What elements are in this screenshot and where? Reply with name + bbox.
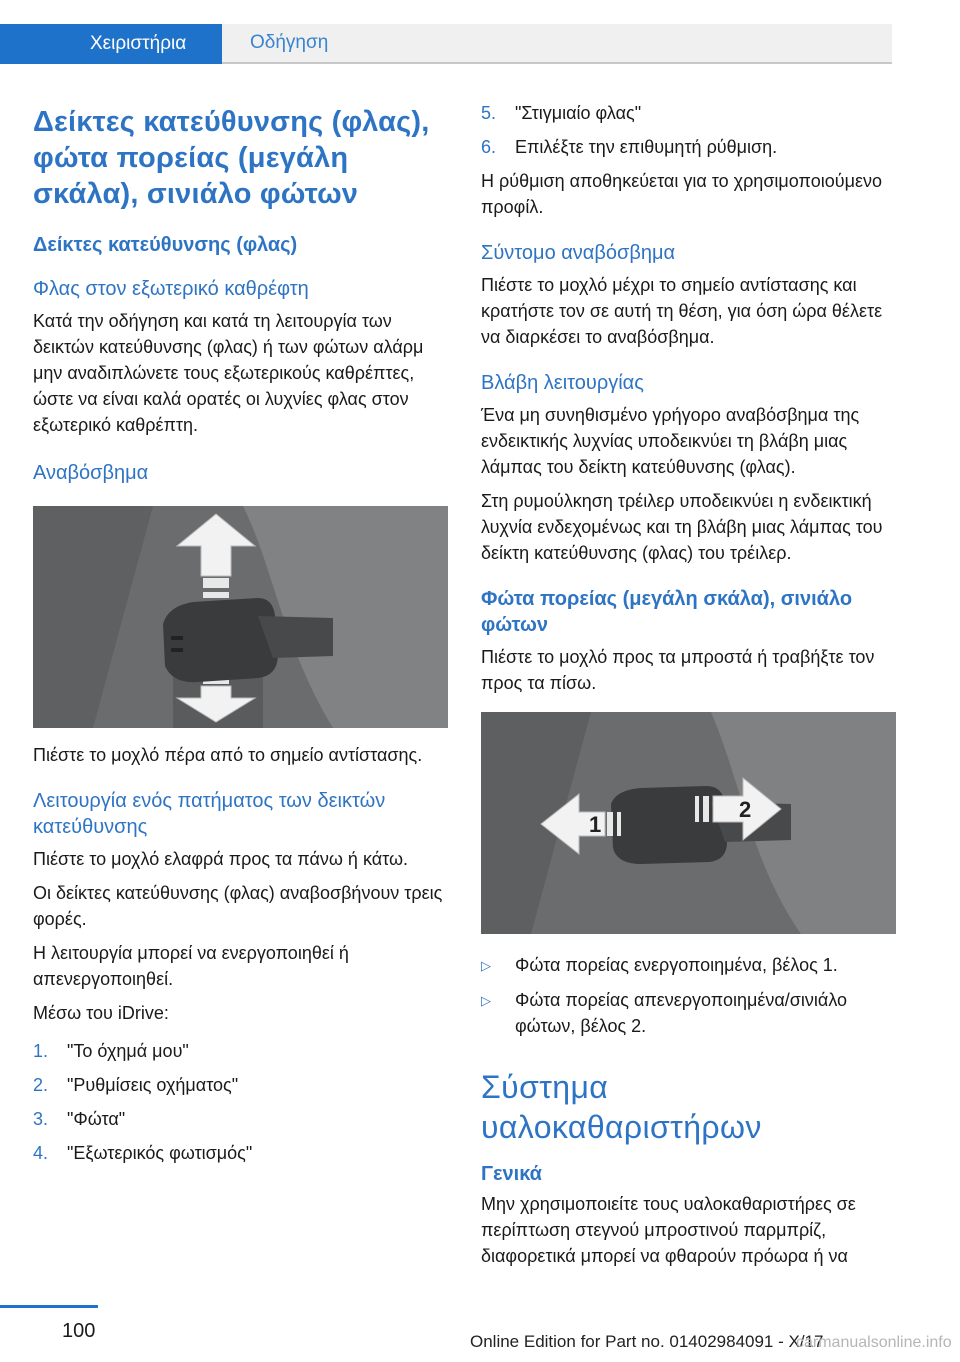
subheading-turn-signals: Δείκτες κατεύθυνσης (φλας) bbox=[33, 234, 298, 256]
triangle-bullet-icon: ▷ bbox=[481, 958, 491, 973]
paragraph-flashing: Πιέστε το μοχλό πέρα από το σημείο αντίστασης. bbox=[33, 745, 423, 765]
tab-driving-label: Οδήγηση bbox=[250, 32, 329, 53]
paragraph-profile: Η ρύθμιση αποθηκεύεται για το χρησιμοποιούμενο προφίλ. bbox=[481, 171, 882, 217]
paragraph-general: Μην χρησιμοποιείτε τους υαλοκαθαριστήρες σε περίπτωση στεγνού μπροστινού παρμπρίζ, διαφορετικά μπορεί να φθαρούν πρόωρα ή να bbox=[481, 1194, 856, 1266]
lever-forward-back-photo bbox=[481, 712, 896, 934]
list-item: 4. "Εξωτερικός φωτισμός" bbox=[33, 1143, 253, 1163]
list-item: 5. "Στιγμιαίο φλας" bbox=[481, 103, 642, 123]
paragraph-idrive: Μέσω του iDrive: bbox=[33, 1003, 169, 1023]
paragraph-malfunction: Ένα μη συνηθισμένο γρήγορο αναβόσβημα της ενδεικτικής λυχνίας υποδεικνύει τη βλάβη μιας λάμπας του δείκτη κατεύθυνσης (φλας). bbox=[481, 405, 860, 477]
paragraph-short-flash: Πιέστε το μοχλό μέχρι το σημείο αντίστασης και κρατήστε τον σε αυτή τη θέση, για όση ώρα θέλετε να διαρκέσει το αναβόσβημα. bbox=[481, 275, 883, 347]
left-column bbox=[33, 104, 448, 1174]
tab-driving[interactable] bbox=[222, 24, 892, 64]
paragraph-mirror: Κατά την οδήγηση και κατά τη λειτουργία των δεικτών κατεύθυνσης (φλας) ή των φώτων αλάρμ μην αναδιπλώνετε τους εξωτερικούς καθρέπτες, ώστε να είναι καλά ορατές οι λυχνίες φλας στον εξωτερικό καθρέπτη. bbox=[33, 311, 424, 435]
paragraph-high-beam: Πιέστε το μοχλό προς τα μπροστά ή τραβήξτε τον προς τα πίσω. bbox=[481, 647, 875, 693]
subheading-general: Γενικά bbox=[481, 1163, 542, 1185]
triangle-bullet-icon: ▷ bbox=[481, 993, 491, 1008]
list-item: 6. Επιλέξτε την επιθυμητή ρύθμιση. bbox=[481, 137, 778, 157]
subheading-malfunction: Βλάβη λειτουργίας bbox=[481, 372, 644, 394]
list-item: 1. "Το όχημά μου" bbox=[33, 1041, 189, 1061]
lever-illustration-2 bbox=[481, 712, 896, 934]
right-column bbox=[481, 100, 896, 1269]
page-number: 100 bbox=[62, 1320, 96, 1342]
paragraph-three-times: Οι δείκτες κατεύθυνσης (φλας) αναβοσβήνουν τρεις φορές. bbox=[33, 883, 443, 929]
section-heading: Δείκτες κατεύθυνσης (φλας), φώτα πορείας (μεγάλη σκάλα), σινιάλο φώτων bbox=[33, 106, 430, 210]
list-item: 3. "Φώτα" bbox=[33, 1109, 126, 1129]
arrow-label-2: 2 bbox=[739, 797, 752, 822]
list-item: ▷ Φώτα πορείας απενεργοποιημένα/σινιάλο φώτων, βέλος 2. bbox=[481, 987, 896, 1039]
paragraph-one-touch: Πιέστε το μοχλό ελαφρά προς τα πάνω ή κάτω. bbox=[33, 849, 409, 869]
subheading-flashing: Αναβόσβημα bbox=[33, 462, 149, 484]
lever-up-down-photo bbox=[33, 506, 448, 728]
subheading-high-beam: Φώτα πορείας (μεγάλη σκάλα), σινιάλο φώτων bbox=[481, 588, 853, 636]
tab-controls[interactable] bbox=[0, 24, 222, 64]
list-item: 2. "Ρυθμίσεις οχήματος" bbox=[33, 1075, 239, 1095]
paragraph-trailer: Στη ρυμούλκηση τρέιλερ υποδεικνύει η ενδεικτική λυχνία ενδεχομένως και τη βλάβη μιας λάμπας του δείκτη κατεύθυνσης (φλας) του τρέιλερ. bbox=[481, 491, 883, 563]
arrow-label-1: 1 bbox=[589, 812, 602, 837]
tab-controls-label: Χειριστήρια bbox=[90, 33, 187, 54]
lever-illustration bbox=[33, 506, 448, 728]
paragraph-activate: Η λειτουργία μπορεί να ενεργοποιηθεί ή απενεργοποιηθεί. bbox=[33, 943, 349, 989]
footer-rule bbox=[0, 1305, 98, 1308]
watermark: carmanualsonline.info bbox=[796, 1334, 952, 1351]
page-header bbox=[0, 0, 960, 64]
steps-list-left bbox=[33, 1038, 448, 1166]
edition-text: Online Edition for Part no. 01402984091 - X/17 bbox=[470, 1332, 824, 1351]
steps-list-right bbox=[481, 100, 896, 160]
section-title-wipers: Σύστημα υαλοκαθαριστήρων bbox=[481, 1069, 762, 1145]
list-item: ▷ Φώτα πορείας ενεργοποιημένα, βέλος 1. bbox=[481, 952, 896, 979]
subheading-short-flash: Σύντομο αναβόσβημα bbox=[481, 242, 676, 264]
subheading-mirror-signals: Φλας στον εξωτερικό καθρέφτη bbox=[33, 278, 309, 300]
bullet-list bbox=[481, 952, 896, 1039]
subheading-one-touch: Λειτουργία ενός πατήματος των δεικτών κατεύθυνσης bbox=[33, 790, 386, 838]
